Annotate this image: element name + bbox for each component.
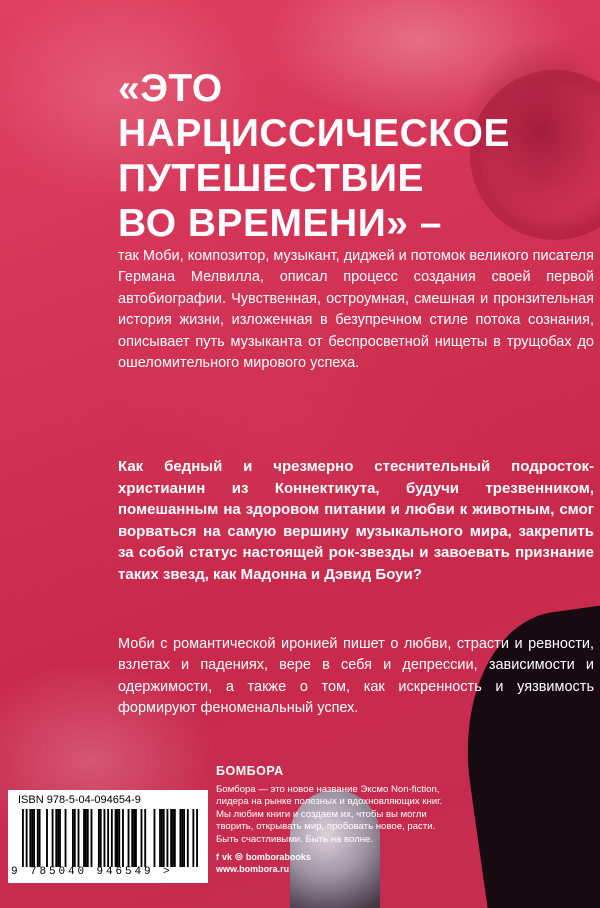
publisher-logo: БОМБОРА: [216, 764, 284, 778]
barcode-bars: [22, 809, 198, 867]
publisher-blurb: Бомбора — это новое название Эксмо Non-fiction, лидера на рынке полезных и вдохновляющих книг. Мы любим книги и создаем их, чтобы вы могли творить, открывать мир, пробовать новое, расти. Быть счастливыми. Быть на волне.: [216, 784, 443, 845]
barcode-bar: [83, 809, 85, 867]
headline-line: НАРЦИССИЧЕСКОЕ: [118, 112, 510, 155]
social-handle: bomborabooks: [245, 851, 311, 862]
barcode-bar: [179, 809, 181, 867]
barcode-bar: [29, 809, 31, 867]
barcode-bar: [31, 809, 33, 867]
instagram-icon: ◎: [235, 851, 243, 861]
barcode-bar: [196, 809, 198, 867]
barcode-bar: [57, 809, 59, 867]
vk-icon: vk: [222, 851, 233, 862]
barcode-bar: [144, 809, 146, 867]
headline-line: «ЭТО: [118, 67, 223, 110]
barcode-bar: [74, 809, 76, 867]
barcode-bar: [52, 809, 54, 867]
closing-paragraph: Моби с романтической иронией пишет о любви, страсти и ревности, взлетах и падениях, вере в себя и депрессии, зависимости и одержимости, а также о том, как искренность и уязвимость формируют феноменальный успех.: [118, 636, 594, 717]
barcode-bar: [87, 809, 89, 867]
barcode-bar: [183, 809, 185, 867]
headline-line: ПУТЕШЕСТВИЕ: [118, 157, 425, 200]
barcode-bar: [39, 809, 41, 867]
barcode-bar: [141, 809, 143, 867]
barcode-bar: [122, 809, 124, 867]
barcode-bar: [55, 809, 57, 867]
social-links: [216, 851, 311, 862]
barcode-bar: [172, 809, 174, 867]
barcode-bar: [133, 809, 135, 867]
headline-line: ВО ВРЕМЕНИ» –: [118, 202, 442, 245]
barcode-bar: [22, 809, 24, 867]
barcode-bar: [98, 809, 100, 867]
barcode-bar: [100, 809, 102, 867]
barcode-bar: [187, 809, 189, 867]
barcode-bar: [85, 809, 87, 867]
isbn-label: ISBN 978-5-04-094654-9: [18, 794, 141, 806]
barcode-bar: [118, 809, 120, 867]
barcode-bar: [131, 809, 133, 867]
barcode-bar: [174, 809, 176, 867]
barcode-bar: [78, 809, 80, 867]
barcode-bar: [163, 809, 165, 867]
publisher-website: www.bombora.ru: [216, 864, 290, 874]
barcode-bar: [192, 809, 194, 867]
barcode-bar: [116, 809, 118, 867]
facebook-icon: f: [216, 851, 219, 862]
intro-paragraph: так Моби, композитор, музыкант, диджей и потомок великого писателя Германа Мелвилла, описал процесс создания своей первой автобиографии. Чувственная, остроумная, смешная и пронзительная история жизни, изложенная в безупречном стиле потока сознания, описывает путь музыканта от беспросветной нищеты в трущобах до ошеломительного мирового успеха.: [118, 248, 594, 372]
barcode-bar: [111, 809, 113, 867]
barcode-bar: [115, 809, 117, 867]
barcode-bar: [135, 809, 137, 867]
barcode-block: [8, 790, 208, 883]
barcode-bar: [128, 809, 130, 867]
barcode-bar: [37, 809, 39, 867]
question-paragraph: Как бедный и чрезмерно стеснительный подросток-христианин из Коннектикута, будучи трезвенником, помешанным на здоровом питании и любви к животным, смог ворваться на самую вершину музыкального мира, закрепить за собой статус настоящей рок-звезды и завоевать признание таких звезд, как Мадонна и Дэвид Боуи?: [118, 458, 594, 583]
barcode-bar: [170, 809, 172, 867]
barcode-bar: [107, 809, 109, 867]
barcode-bar: [91, 809, 93, 867]
barcode-bar: [33, 809, 35, 867]
barcode-bar: [46, 809, 48, 867]
ean-digits: 9 785040 946549 >: [11, 866, 173, 878]
barcode-bar: [65, 809, 67, 867]
barcode-bar: [181, 809, 183, 867]
barcode-bar: [26, 809, 28, 867]
barcode-bar: [159, 809, 161, 867]
barcode-bar: [104, 809, 106, 867]
barcode-bar: [167, 809, 169, 867]
barcode-bar: [59, 809, 61, 867]
headline-quote: [118, 66, 558, 246]
barcode-bar: [72, 809, 74, 867]
barcode-bar: [154, 809, 156, 867]
barcode-bar: [161, 809, 163, 867]
